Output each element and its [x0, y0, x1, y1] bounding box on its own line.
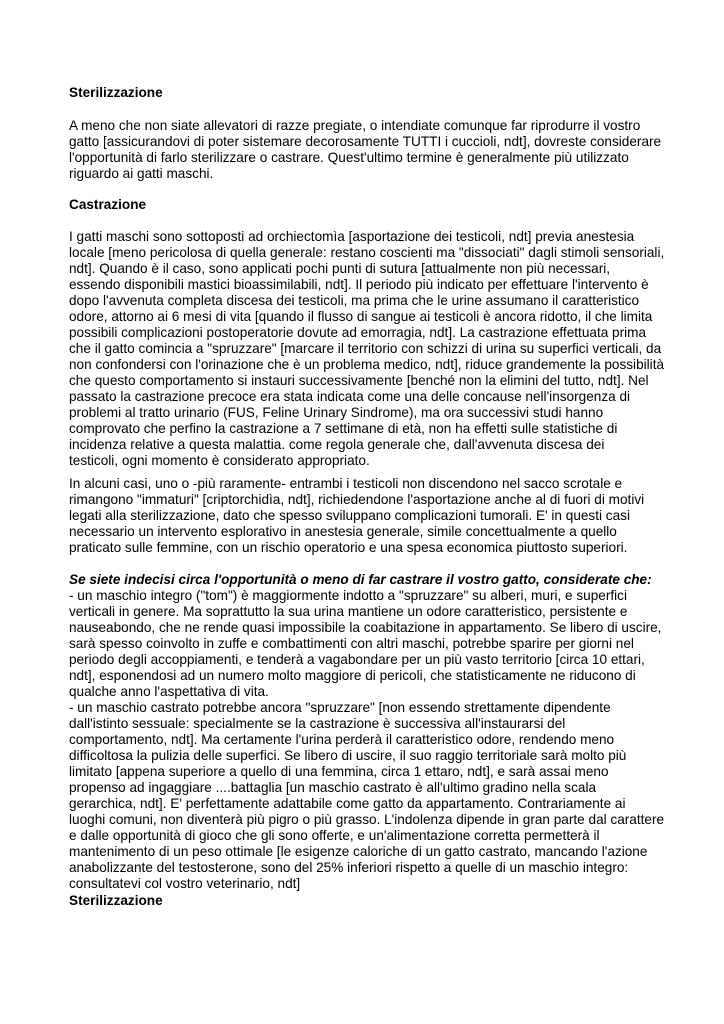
text-line: dall'istinto sessuale: specialmente se la castrazione è successiva all'instaurarsi del	[69, 716, 566, 731]
text-line: incidenza relative a questa malattia. come regola generale che, dall'avvenuta discesa dei	[69, 437, 605, 452]
text-line: essendo disponibili mastici bioassimilabili, ndt]. Il periodo più indicato per effettuare l'intervento è	[69, 277, 649, 292]
text-line: dopo l'avvenuta completa discesa dei testicoli, ma prima che le urine assumano il caratteristico	[69, 293, 640, 308]
text-line: che questo comportamento si instauri successivamente [benché non la elimini del tutto, ndt]. Nel	[69, 373, 649, 388]
text-line: possibili complicazioni postoperatorie dovute ad emorragia, ndt]. La castrazione effettuata prima	[69, 325, 647, 340]
text-line: - un maschio castrato potrebbe ancora "spruzzare" [non essendo strettamente dipendente	[69, 700, 611, 715]
text-line: In alcuni casi, uno o -più raramente- entrambi i testicoli non discendono nel sacco scrotale e	[69, 476, 623, 491]
criptorchidia-paragraph	[69, 476, 689, 556]
text-line: legati alla sterilizzazione, dato che spesso sviluppano complicazioni tumorali. E' in questi casi	[69, 508, 630, 523]
text-line: consultatevi col vostro veterinario, ndt]	[69, 876, 301, 891]
text-line: rimangono "immaturi" [criptorchidìa, ndt], richiedendone l'asportazione anche al di fuori di motivi	[69, 492, 645, 507]
text-line: non confondersi con l'orinazione che è un problema medico, ndt], riduce grandemente la possibilità	[69, 357, 665, 372]
castrazione-paragraph	[69, 229, 689, 469]
heading-sterilizzazione-2	[69, 893, 689, 909]
text-line: e dalle opportunità di gioco che gli sono offerte, e un'alimentazione corretta permetterà il	[69, 828, 600, 843]
text-line: Sterilizzazione	[69, 85, 163, 100]
text-line: l'opportunità di farlo sterilizzare o castrare. Quest'ultimo termine è generalmente più utilizzato	[69, 150, 629, 165]
text-line: passato la castrazione precoce era stata indicata come una delle concause nell'insorgenza di	[69, 389, 631, 404]
text-line: comprovato che perfino la castrazione a 7 settimane di età, non ha effetti sulle statistiche di	[69, 421, 618, 436]
text-line: difficoltosa la pulizia delle superfici. Se libero di uscire, il suo raggio territoriale sarà molto più	[69, 748, 627, 763]
text-line: ndt]. Quando è il caso, sono applicati pochi punti di sutura [attualmente non più necessari,	[69, 261, 611, 276]
text-line: odore, attorno ai 6 mesi di vita [quando il flusso di sangue ai testicoli è ancora ridotto, il che limita	[69, 309, 653, 324]
text-line: testicoli, ogni momento è considerato appropriato.	[69, 453, 370, 468]
text-line: locale [meno pericolosa di quella generale: restano coscienti ma "dissociati" dagli stimoli sensoriali,	[69, 245, 665, 260]
text-line: Castrazione	[69, 197, 147, 212]
text-line: che il gatto comincia a "spruzzare" [marcare il territorio con schizzi di urina su superfici verticali, da	[69, 341, 662, 356]
text-line: sarà spesso coinvolto in zuffe e combattimenti con altri maschi, potrebbe sparire per giorni nel	[69, 636, 634, 651]
text-line: Sterilizzazione	[69, 893, 163, 908]
text-line: mantenimento di un peso ottimale [le esigenze caloriche di un gatto castrato, mancando l'azione	[69, 844, 648, 859]
text-line: comportamento, ndt]. Ma certamente l'urina perderà il caratteristico odore, rendendo meno	[69, 732, 615, 747]
heading-castrazione	[69, 197, 689, 213]
text-line: gerarchica, ndt]. E' perfettamente adattabile come gatto da appartamento. Contrariamente ai	[69, 796, 626, 811]
text-line: problemi al tratto urinario (FUS, Feline Urinary Sindrome), ma ora successivi studi hanno	[69, 405, 604, 420]
text-line: necessario un intervento esplorativo in anestesia generale, simile concettualmente a quello	[69, 524, 617, 539]
text-line: verticali in genere. Ma soprattutto la sua urina mantiene un odore caratteristico, persistente e	[69, 604, 628, 619]
considerations-list	[69, 588, 689, 892]
text-line: Se siete indecisi circa l'opportunità o meno di far castrare il vostro gatto, considerate che:	[69, 572, 652, 587]
text-line: periodo degli accoppiamenti, e tenderà a vagabondare per un più vasto territorio [circa 10 ettari,	[69, 652, 645, 667]
considerations-heading	[69, 572, 689, 588]
text-line: I gatti maschi sono sottoposti ad orchiectomìa [asportazione dei testicoli, ndt] previa anestesia	[69, 229, 635, 244]
text-line: propenso ad ingaggiare ....battaglia [un maschio castrato è all'ultimo gradino nella scala	[69, 780, 597, 795]
text-line: limitato [appena superiore a quello di una femmina, circa 1 ettaro, ndt], e sarà assai meno	[69, 764, 609, 779]
text-line: anabolizzante del testosterone, sono del 25% inferiori rispetto a quelle di un maschio integro:	[69, 860, 629, 875]
intro-paragraph	[69, 118, 689, 182]
text-line: gatto [assicurandovi di poter sistemare decorosamente TUTTI i cuccioli, ndt], dovreste considerare	[69, 134, 662, 149]
text-line: - un maschio integro ("tom") è maggiormente indotto a "spruzzare" su alberi, muri, e superfici	[69, 588, 628, 603]
heading-sterilizzazione	[69, 85, 689, 101]
text-line: A meno che non siate allevatori di razze pregiate, o intendiate comunque far riprodurre il vostro	[69, 118, 641, 133]
text-line: qualche anno l'aspettativa di vita.	[69, 684, 269, 699]
text-line: ndt], esponendosi ad un numero molto maggiore di pericoli, che statisticamente ne riducono di	[69, 668, 636, 683]
text-line: riguardo ai gatti maschi.	[69, 166, 214, 181]
text-line: nauseabondo, che ne rende quasi impossibile la coabitazione in appartamento. Se libero di uscire,	[69, 620, 662, 635]
text-line: praticato sulle femmine, con un rischio operatorio e una spesa economica piuttosto superiori.	[69, 540, 628, 555]
text-line: luoghi comuni, non diventerà più pigro o più grasso. L'indolenza dipende in gran parte dal carattere	[69, 812, 665, 827]
